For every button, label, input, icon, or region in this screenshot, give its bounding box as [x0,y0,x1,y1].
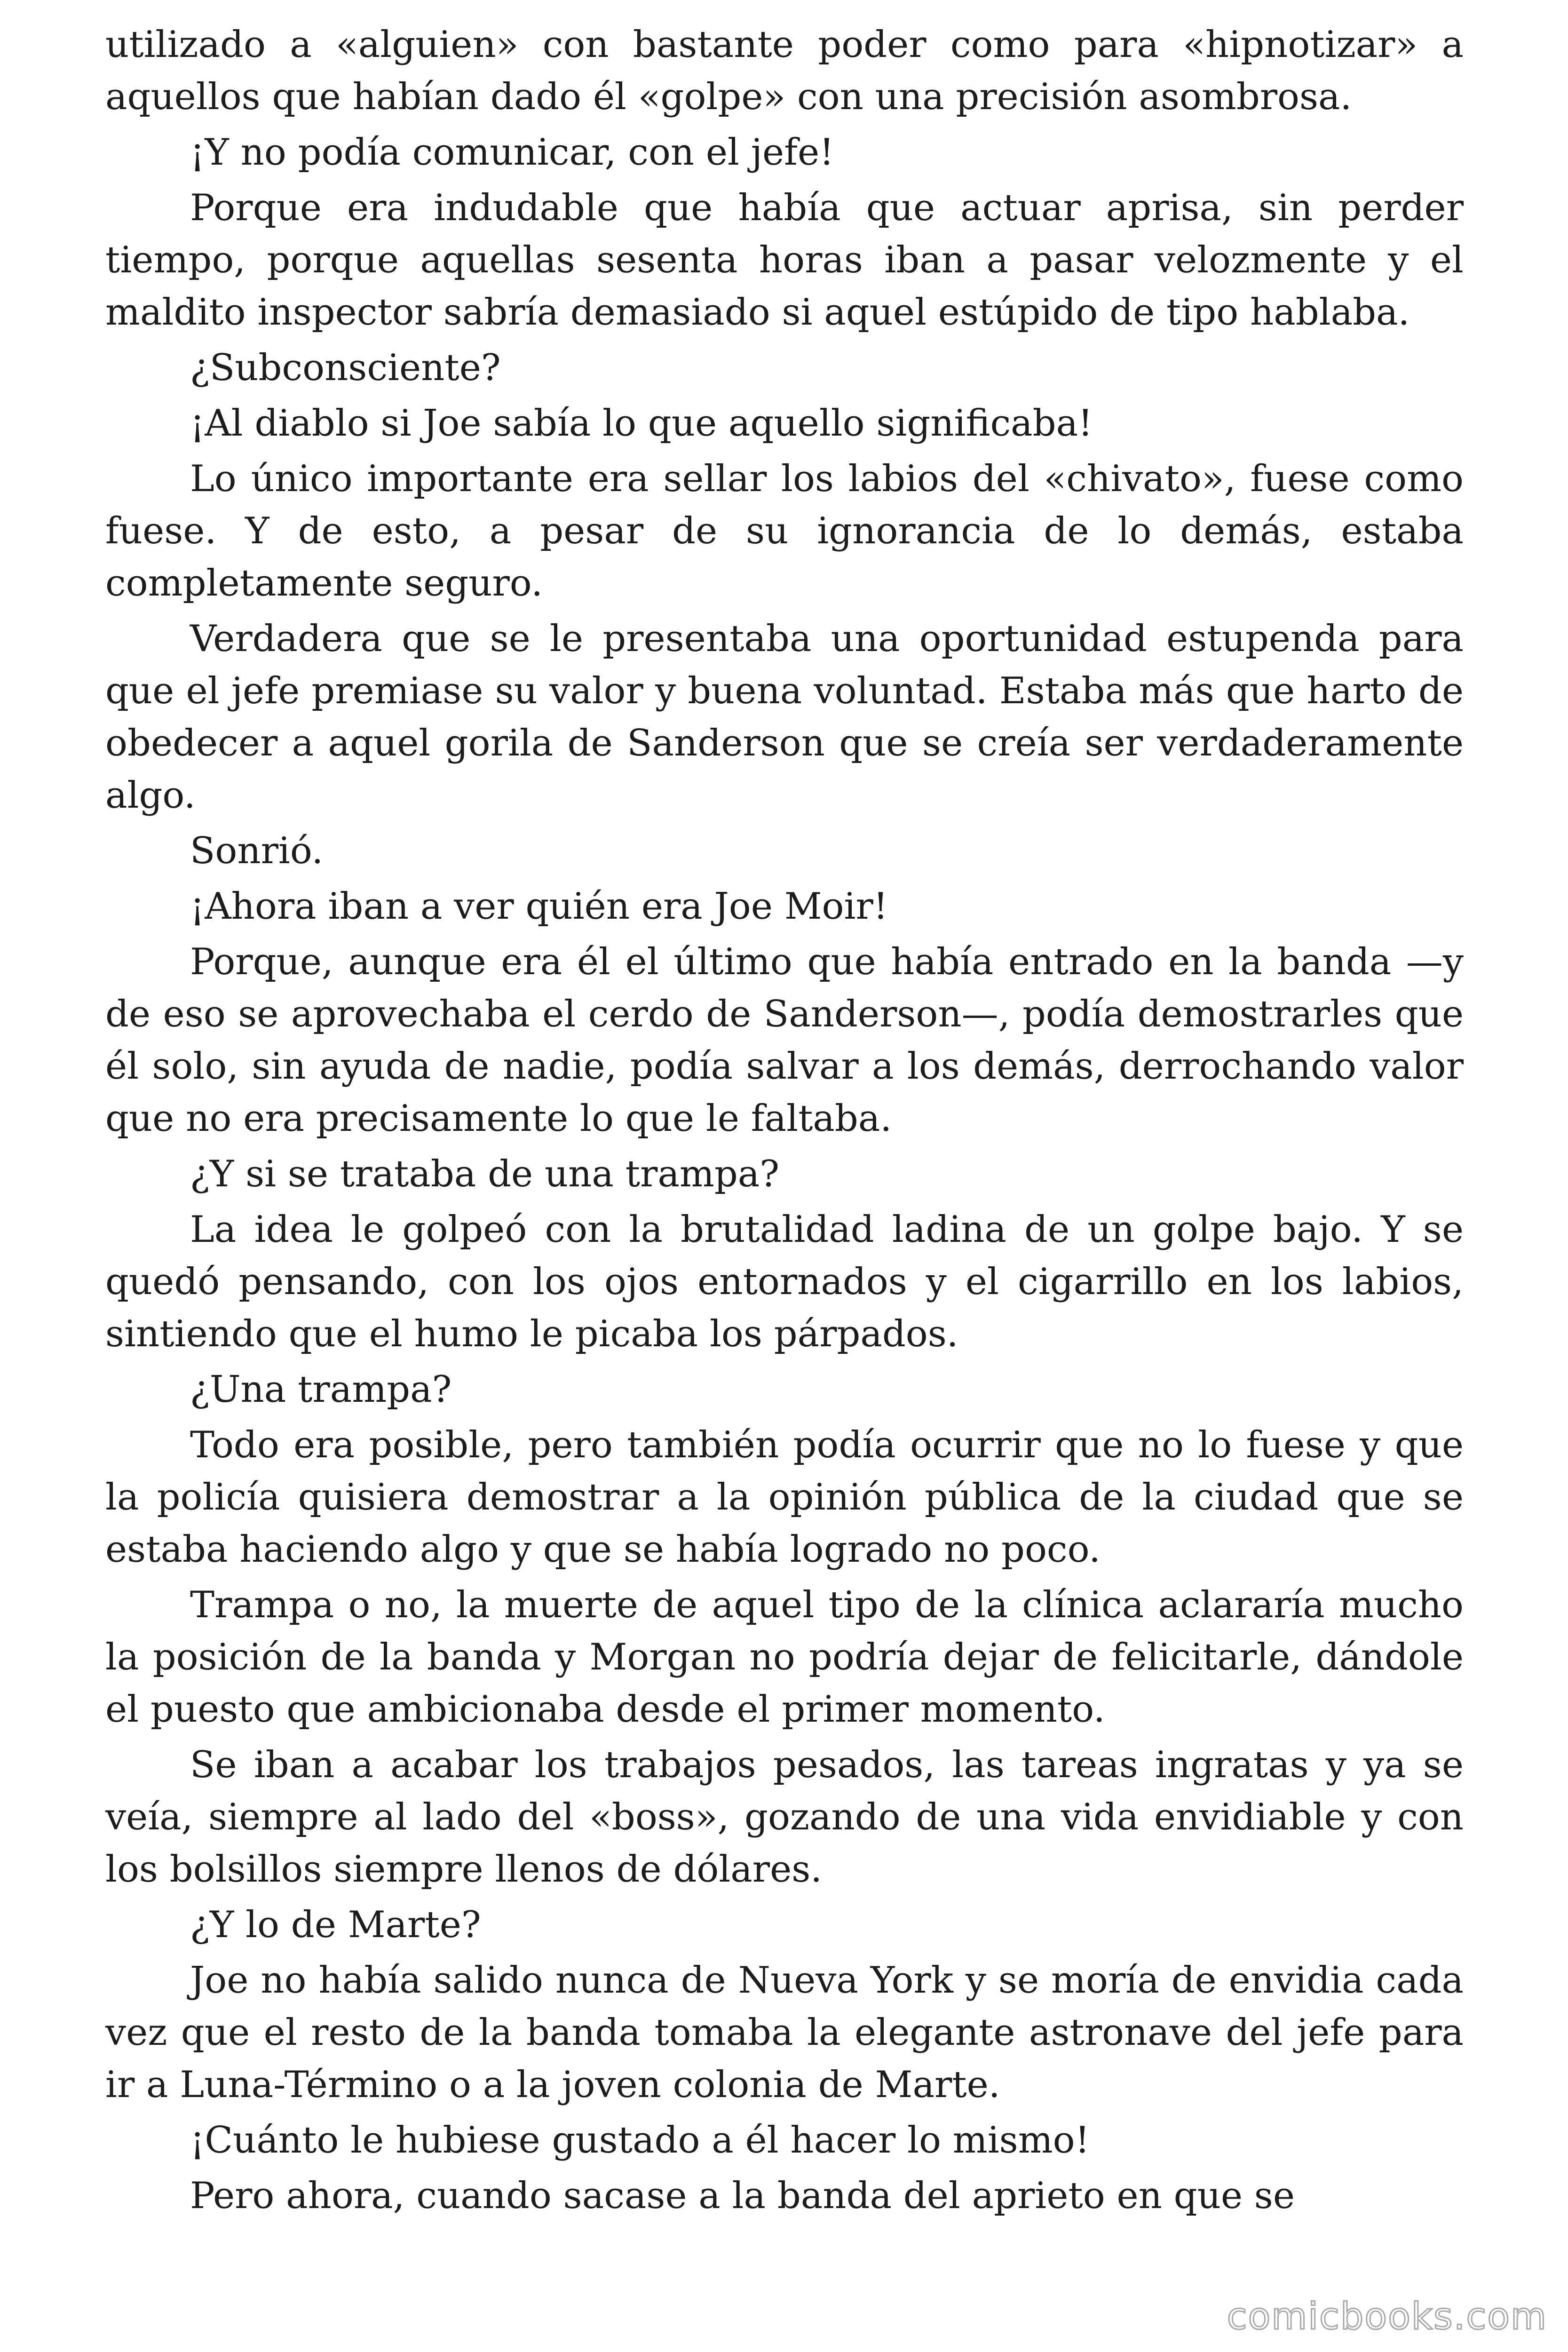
paragraph: Todo era posible, pero también podía ocurrir que no lo fuese y que la policía quisiera demostrar a la opinión pública de la ciudad que se estaba haciendo algo y que se había logrado no poco. [105,1424,1464,1571]
watermark: comicbooks.com [1227,2296,1547,2338]
paragraph: Pero ahora, cuando sacase a la banda del aprieto en que se [190,2175,1295,2217]
paragraph: ¡Ahora iban a ver quién era Joe Moir! [190,885,888,928]
paragraph: Porque, aunque era él el último que había entrado en la banda —y de eso se aprovechaba el cerdo de Sanderson—, podía demostrarles que él solo, sin ayuda de nadie, podía salvar a los demás, derrochando valor que no era precisamente lo que le faltaba. [105,941,1464,1140]
paragraph: Trampa o no, la muerte de aquel tipo de la clínica aclararía mucho la posición de la banda y Morgan no podría dejar de felicitarle, dándole el puesto que ambicionaba desde el primer momento. [105,1584,1464,1731]
paragraph: ¿Una trampa? [190,1368,452,1411]
paragraph: Joe no había salido nunca de Nueva York y se moría de envidia cada vez que el resto de la banda tomaba la elegante astronave del jefe para ir a Luna-Término o a la joven colonia de Marte. [105,1959,1464,2106]
paragraph: Sonrió. [190,830,324,872]
paragraph: Lo único importante era sellar los labios del «chivato», fuese como fuese. Y de esto, a pesar de su ignorancia de lo demás, estaba completamente seguro. [105,458,1464,604]
paragraph: utilizado a «alguien» con bastante poder como para «hipnotizar» a aquellos que habían dado él «golpe» con una precisión asombrosa. [105,24,1464,118]
paragraph: ¿Subconsciente? [190,347,501,389]
paragraph: ¿Y lo de Marte? [190,1904,481,1946]
paragraph: Se iban a acabar los trabajos pesados, las tareas ingratas y ya se veía, siempre al lado del «boss», gozando de una vida envidiable y con los bolsillos siempre llenos de dólares. [105,1744,1464,1891]
paragraph: ¡Cuánto le hubiese gustado a él hacer lo mismo! [190,2119,1090,2161]
paragraph: La idea le golpeó con la brutalidad ladina de un golpe bajo. Y se quedó pensando, con los ojos entornados y el cigarrillo en los labios, sintiendo que el humo le picaba los párpados. [105,1208,1464,1355]
paragraph: ¿Y si se trataba de una trampa? [190,1153,780,1195]
paragraph: Porque era indudable que había que actuar aprisa, sin perder tiempo, porque aquellas sesenta horas iban a pasar velozmente y el maldito inspector sabría demasiado si aquel estúpido de tipo hablaba. [105,187,1464,334]
paragraph: ¡Y no podía comunicar, con el jefe! [190,131,834,174]
page-body-text [105,19,1464,2225]
paragraph: ¡Al diablo si Joe sabía lo que aquello significaba! [190,402,1093,445]
paragraph: Verdadera que se le presentaba una oportunidad estupenda para que el jefe premiase su valor y buena voluntad. Estaba más que harto de obedecer a aquel gorila de Sanderson que se creía ser verdaderamente algo. [105,618,1464,817]
